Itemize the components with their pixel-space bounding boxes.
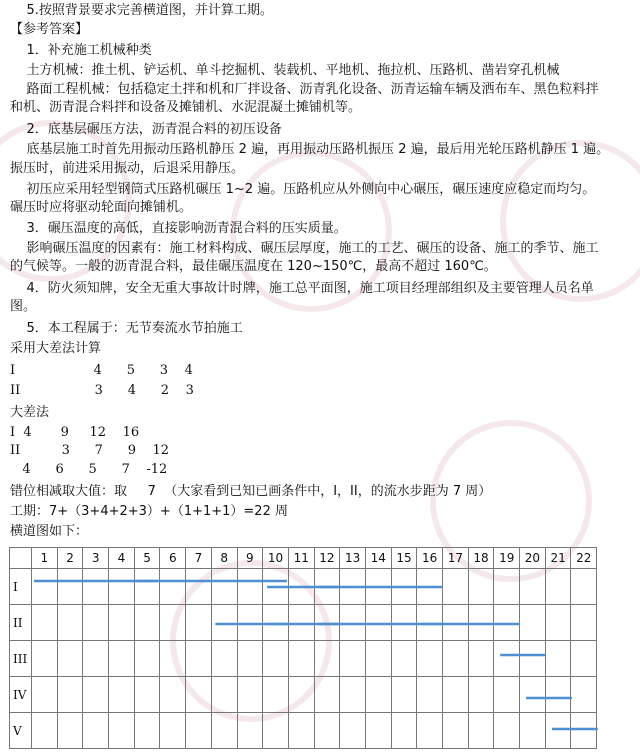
text-line: 采用大差法计算 [10,341,102,356]
watermark-seal [500,140,640,302]
gantt-column-header: 4 [109,548,135,569]
gantt-cell [365,713,391,749]
gantt-cell [237,677,263,713]
gantt-cell [443,677,469,713]
text-line: 错位相减取大值：取 7 （大家看到已知已画条件中，I，II，的流水步距为 7 周） [10,484,492,499]
gantt-cell [83,713,109,749]
gantt-column-header: 16 [417,548,443,569]
text-line: 土方机械：推土机、铲运机、单斗挖掘机、装载机、平地机、拖拉机、压路机、凿岩穿孔机械 [10,63,560,78]
gantt-cell [263,569,289,605]
gantt-cell [186,641,212,677]
gantt-cell [314,641,340,677]
gantt-cell [211,605,237,641]
gantt-cell [520,677,546,713]
gantt-cell [494,569,520,605]
gantt-column-header: 9 [237,548,263,569]
gantt-column-header: 2 [57,548,83,569]
gantt-cell [520,605,546,641]
gantt-cell [263,605,289,641]
gantt-cell [520,569,546,605]
gantt-cell [211,677,237,713]
text-line: 5．本工程属于：无节奏流水节拍施工 [10,321,243,336]
gantt-cell [340,605,366,641]
gantt-column-header: 1 [32,548,58,569]
text-line: II 3 7 9 12 [10,443,170,458]
gantt-cell [237,605,263,641]
gantt-cell [468,677,494,713]
gantt-cell [237,641,263,677]
gantt-cell [83,641,109,677]
gantt-cell [494,677,520,713]
gantt-column-header: 7 [186,548,212,569]
text-line: 2．底基层碾压方法，沥青混合料的初压设备 [10,122,282,137]
gantt-cell [57,605,83,641]
gantt-cell [160,605,186,641]
gantt-cell [571,713,597,749]
gantt-cell [134,569,160,605]
text-line: II 3 4 2 3 [10,383,194,398]
gantt-cell [571,569,597,605]
gantt-cell [57,677,83,713]
gantt-cell [237,713,263,749]
text-line: 底基层施工时首先用振动压路机静压 2 遍，再用振动压路机振压 2 遍，最后用光轮压路机静压 1 遍。 [10,142,610,157]
gantt-cell [160,641,186,677]
gantt-cell [160,677,186,713]
gantt-cell [263,641,289,677]
gantt-cell [57,641,83,677]
gantt-table [9,547,597,749]
gantt-cell [288,569,314,605]
text-line: 4．防火须知牌，安全无重大事故计时牌，施工总平面图，施工项目经理部组织及主要管理人员名单 [10,281,594,296]
gantt-cell [134,605,160,641]
gantt-cell [109,677,135,713]
gantt-row-label: I [10,569,32,605]
text-line: 的气候等。一般的沥青混合料，最佳碾压温度在 120~150℃，最高不超过 160℃。 [10,259,497,274]
text-line: 影响碾压温度的因素有：施工材料构成、碾压层厚度，施工的工艺、碾压的设备、施工的季节、施工 [10,241,599,256]
gantt-column-header: 12 [314,548,340,569]
gantt-cell [340,569,366,605]
gantt-cell [186,713,212,749]
gantt-cell [83,605,109,641]
text-line: 5.按照背景要求完善横道图，并计算工期。 [10,3,273,18]
gantt-cell [186,605,212,641]
text-line: 图。 [10,299,37,314]
gantt-column-header: 15 [391,548,417,569]
gantt-cell [314,677,340,713]
gantt-cell [340,713,366,749]
text-line: 4 6 5 7 -12 [10,462,168,477]
gantt-cell [417,641,443,677]
gantt-cell [391,677,417,713]
text-line: I 4 9 12 16 [10,425,140,440]
gantt-cell [443,641,469,677]
gantt-cell [545,569,571,605]
gantt-cell [57,713,83,749]
gantt-cell [391,641,417,677]
gantt-cell [186,569,212,605]
gantt-row-label: II [10,605,32,641]
gantt-cell [417,605,443,641]
gantt-cell [57,569,83,605]
gantt-cell [263,713,289,749]
gantt-cell [365,677,391,713]
gantt-cell [365,569,391,605]
gantt-column-header: 18 [468,548,494,569]
gantt-cell [365,605,391,641]
gantt-cell [391,713,417,749]
gantt-cell [211,569,237,605]
gantt-cell [288,605,314,641]
gantt-cell [545,677,571,713]
gantt-cell [340,677,366,713]
text-line: 3．碾压温度的高低，直接影响沥青混合料的压实质量。 [10,221,347,236]
gantt-cell [211,713,237,749]
gantt-cell [571,677,597,713]
gantt-cell [288,677,314,713]
gantt-cell [417,677,443,713]
gantt-cell [417,569,443,605]
gantt-cell [468,713,494,749]
gantt-cell [391,569,417,605]
gantt-cell [83,677,109,713]
gantt-row-label: IV [10,677,32,713]
gantt-cell [468,569,494,605]
gantt-cell [494,605,520,641]
gantt-column-header: 8 [211,548,237,569]
gantt-cell [494,641,520,677]
gantt-column-header: 10 [263,548,289,569]
gantt-column-header: 6 [160,548,186,569]
gantt-cell [32,677,58,713]
gantt-cell [134,677,160,713]
gantt-cell [443,605,469,641]
text-line: 振压时，前进采用振动，后退采用静压。 [10,161,245,176]
gantt-cell [314,713,340,749]
gantt-cell [160,713,186,749]
gantt-column-header: 11 [288,548,314,569]
gantt-cell [545,605,571,641]
text-line: 横道图如下： [10,524,89,539]
text-line: 碾压时应将驱动轮面向摊铺机。 [10,200,193,215]
gantt-cell [288,641,314,677]
gantt-cell [520,713,546,749]
gantt-cell [443,713,469,749]
gantt-cell [32,641,58,677]
gantt-cell [365,641,391,677]
gantt-corner-cell [10,548,32,569]
text-line: 工期：7+（3+4+2+3）+（1+1+1）=22 周 [10,504,288,519]
gantt-cell [109,641,135,677]
gantt-column-header: 3 [83,548,109,569]
gantt-cell [571,605,597,641]
gantt-column-header: 21 [545,548,571,569]
gantt-row-label: III [10,641,32,677]
text-line: I 4 5 3 4 [10,363,193,378]
gantt-cell [263,677,289,713]
gantt-cell [314,569,340,605]
gantt-column-header: 17 [443,548,469,569]
gantt-cell [109,713,135,749]
gantt-cell [237,569,263,605]
gantt-column-header: 19 [494,548,520,569]
gantt-cell [545,713,571,749]
gantt-cell [443,569,469,605]
gantt-cell [520,641,546,677]
gantt-cell [288,713,314,749]
gantt-cell [32,605,58,641]
gantt-cell [391,605,417,641]
gantt-cell [186,677,212,713]
gantt-cell [211,641,237,677]
text-line: 和机、沥青混合料拌和设备及摊铺机、水泥混凝土摊铺机等。 [10,100,362,115]
gantt-column-header: 20 [520,548,546,569]
text-line: 【参考答案】 [10,22,89,37]
gantt-cell [134,641,160,677]
gantt-cell [160,569,186,605]
gantt-cell [314,605,340,641]
gantt-column-header: 14 [365,548,391,569]
text-line: 大差法 [10,405,50,420]
gantt-column-header: 5 [134,548,160,569]
gantt-cell [340,641,366,677]
text-line: 路面工程机械：包括稳定土拌和机和厂拌设备、沥青乳化设备、沥青运输车辆及洒布车、黑色粒料拌 [10,82,599,97]
text-line: 1．补充施工机械种类 [10,43,152,58]
gantt-cell [494,713,520,749]
gantt-cell [571,641,597,677]
gantt-cell [468,605,494,641]
gantt-cell [109,569,135,605]
gantt-cell [83,569,109,605]
gantt-cell [109,605,135,641]
text-line: 初压应采用轻型钢筒式压路机碾压 1~2 遍。压路机应从外侧向中心碾压，碾压速度应稳定而均匀。 [10,182,596,197]
gantt-cell [417,713,443,749]
gantt-cell [32,713,58,749]
gantt-cell [545,641,571,677]
gantt-cell [134,713,160,749]
gantt-column-header: 13 [340,548,366,569]
gantt-cell [32,569,58,605]
gantt-cell [468,641,494,677]
gantt-column-header: 22 [571,548,597,569]
gantt-row-label: V [10,713,32,749]
